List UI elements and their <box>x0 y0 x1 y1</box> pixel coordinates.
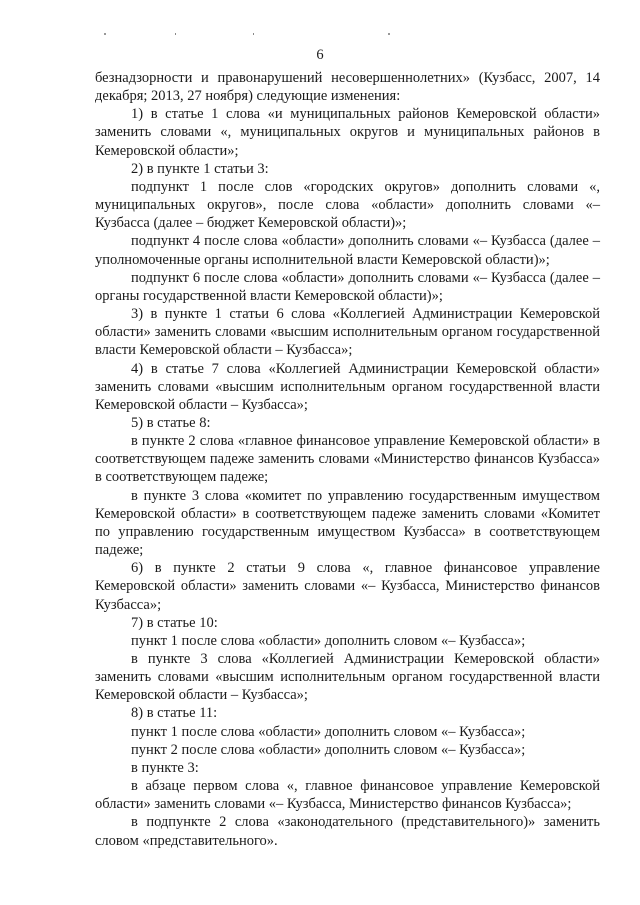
paragraph: 5) в статье 8: <box>131 414 211 431</box>
scan-speck <box>175 33 176 35</box>
paragraph: подпункт 1 после слов «городских округов» дополнить словами «, муниципальных округов», после слова «области» дополнить словами «– Кузбасса (далее – бюджет Кемеровской области)»; <box>95 178 600 232</box>
paragraph: 3) в пункте 1 статьи 6 слова «Коллегией Администрации Кемеровской области» заменить словами «высшим исполнительным органом государственной власти Кемеровской области – Кузбасса»; <box>95 306 600 359</box>
paragraph: 2) в пункте 1 статьи 3: <box>131 160 269 177</box>
paragraph: 8) в статье 11: <box>131 705 218 722</box>
paragraph: в пункте 2 слова «главное финансовое управление Кемеровской области» в соответствующем падеже заменить словами «Министерство финансов Кузбасса» в соответствующем падеже; <box>95 433 600 486</box>
paragraph: 4) в статье 7 слова «Коллегией Администрации Кемеровской области» заменить словами «высшим исполнительным органом государственной власти Кемеровской области – Кузбасса»; <box>95 360 600 413</box>
paragraph: в пункте 3: <box>131 759 199 776</box>
paragraph: в абзаце первом слова «, главное финансовое управление Кемеровской области» заменить словами «– Кузбасса, Министерство финансов Кузбасса»; <box>95 778 600 813</box>
paragraph: подпункт 6 после слова «области» дополнить словами «– Кузбасса (далее – органы государственной власти Кемеровской области)»; <box>95 269 600 304</box>
paragraph: 7) в статье 10: <box>131 614 218 631</box>
paragraph: в подпункте 2 слова «законодательного (представительного)» заменить словом «представительного». <box>95 814 600 849</box>
scan-speck <box>388 33 390 35</box>
paragraph: пункт 1 после слова «области» дополнить словом «– Кузбасса»; <box>131 632 526 649</box>
scan-speck <box>253 33 254 35</box>
scan-artifacts <box>0 33 640 39</box>
document-body <box>95 69 600 850</box>
paragraph: пункт 2 после слова «области» дополнить словом «– Кузбасса»; <box>131 741 526 758</box>
paragraph: в пункте 3 слова «Коллегией Администрации Кемеровской области» заменить словами «высшим исполнительным органом государственной власти Кемеровской области – Кузбасса»; <box>95 651 600 704</box>
paragraph: в пункте 3 слова «комитет по управлению государственным имуществом Кемеровской области» в соответствующем падеже заменить словами «Комитет по управлению государственным имуществом Кузбасса» в соответствующем падеже; <box>95 487 600 559</box>
paragraph: 1) в статье 1 слова «и муниципальных районов Кемеровской области» заменить словами «, муниципальных округов и муниципальных районов в Кемеровской области»; <box>95 106 600 159</box>
scan-speck <box>104 33 106 35</box>
paragraph: 6) в пункте 2 статьи 9 слова «, главное финансовое управление Кемеровской области» заменить словами «– Кузбасса, Министерство финансов Кузбасса»; <box>95 560 600 613</box>
paragraph: безнадзорности и правонарушений несовершеннолетних» (Кузбасс, 2007, 14 декабря; 2013, 27 ноября) следующие изменения: <box>95 70 600 105</box>
page-number: 6 <box>316 47 324 63</box>
paragraph: подпункт 4 после слова «области» дополнить словами «– Кузбасса (далее – уполномоченные органы исполнительной власти Кемеровской области)»; <box>95 233 600 268</box>
paragraph: пункт 1 после слова «области» дополнить словом «– Кузбасса»; <box>131 723 526 740</box>
